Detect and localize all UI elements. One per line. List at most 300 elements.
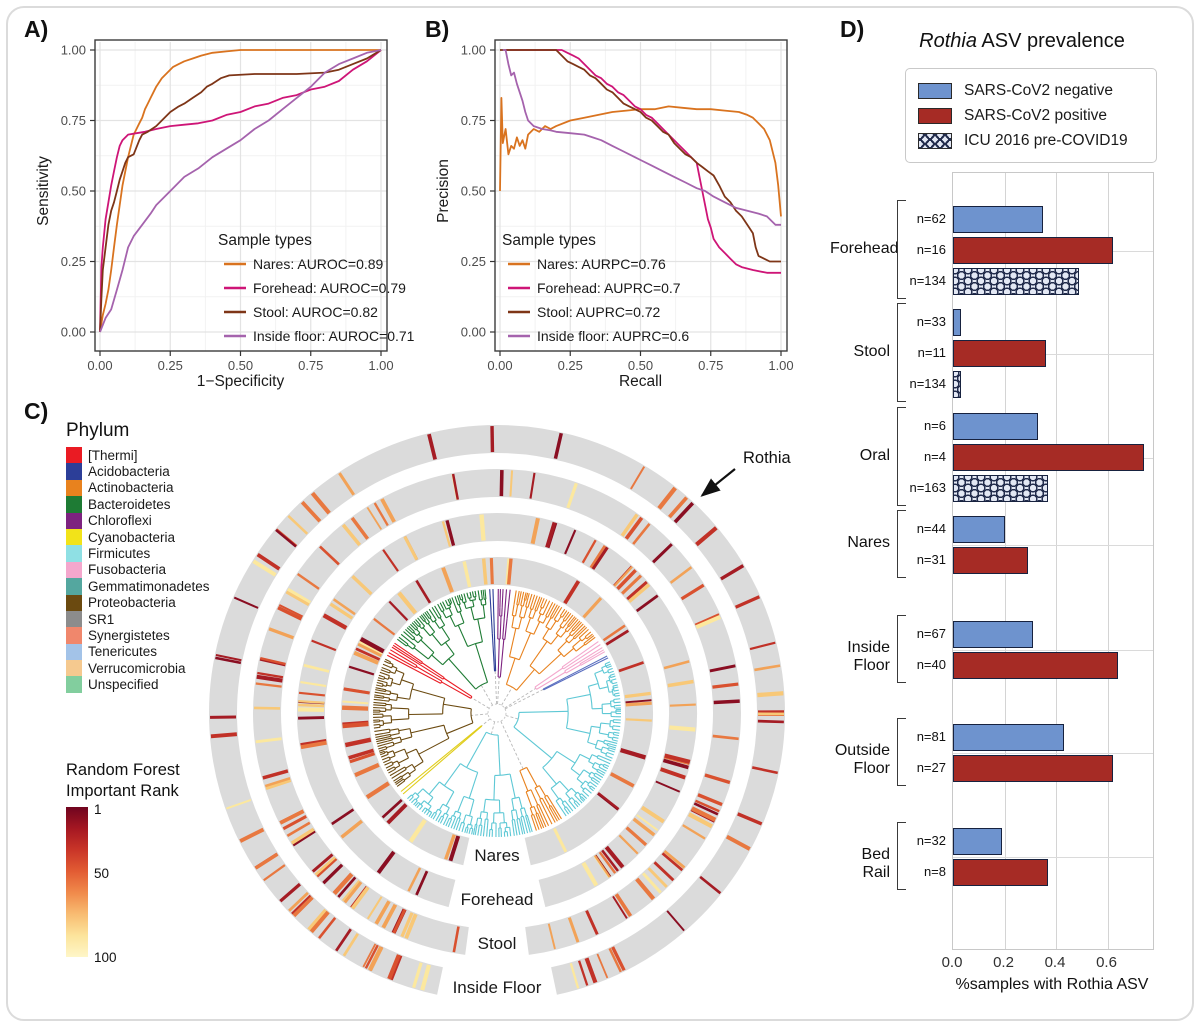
branch-radial — [566, 794, 571, 799]
y-tick-label: 0.00 — [460, 324, 486, 340]
leaf-branch — [596, 780, 600, 783]
branch-radial — [512, 820, 513, 827]
branch-radial — [473, 600, 474, 606]
branch-radial — [392, 767, 395, 768]
branch-radial — [530, 604, 531, 609]
branch-radial — [414, 639, 418, 643]
branch-radial — [551, 788, 559, 799]
branch-radial — [587, 637, 589, 639]
leaf-branch — [614, 735, 619, 736]
branch-radial — [560, 613, 562, 616]
branch-radial — [439, 811, 441, 815]
heatmap-ring-nares — [355, 571, 639, 852]
leaf-branch — [419, 806, 422, 810]
branch-radial — [421, 640, 434, 653]
branch-radial — [481, 600, 482, 605]
branch-radial — [548, 613, 550, 618]
n-label: n=163 — [909, 480, 946, 495]
branch-radial — [592, 778, 595, 780]
leaf-branch — [386, 766, 391, 769]
branch-arc — [604, 740, 605, 743]
phylum-name: Chloroflexi — [88, 513, 152, 529]
x-tick-label: 0.4 — [1044, 954, 1066, 971]
leaf-branch — [378, 744, 386, 746]
branch-radial — [386, 754, 388, 755]
n-label: n=40 — [916, 657, 946, 672]
branch-radial — [591, 772, 594, 774]
branch-radial — [390, 762, 392, 763]
leaf-branch — [608, 668, 613, 670]
phylum-color-swatch — [66, 562, 82, 578]
branch-radial — [425, 621, 428, 624]
branch-arc — [397, 694, 398, 700]
branch-radial — [543, 609, 546, 614]
branch-radial — [424, 619, 425, 620]
branch-radial — [519, 819, 521, 826]
branch-radial — [590, 782, 593, 784]
phylum-name: Proteobacteria — [88, 595, 176, 611]
leaf-branch — [532, 595, 535, 604]
branch-radial — [386, 690, 391, 691]
leaf-branch — [566, 810, 569, 814]
phylum-name: Firmicutes — [88, 546, 151, 562]
branch-radial — [383, 701, 389, 702]
leaf-branch — [374, 727, 379, 728]
branch-arc — [599, 723, 601, 733]
importance-tick — [714, 701, 740, 702]
branch-radial — [569, 638, 574, 643]
branch-arc — [444, 725, 449, 738]
x-tick-label: 1.00 — [768, 358, 794, 373]
branch-radial — [564, 808, 565, 810]
branch-radial — [454, 817, 455, 820]
branch-radial — [390, 756, 395, 758]
leaf-branch — [465, 828, 466, 833]
n-label: n=44 — [916, 521, 946, 536]
leaf-branch — [469, 829, 470, 834]
branch-radial — [388, 740, 393, 741]
branch-arc — [468, 824, 472, 825]
tree-root-hub — [488, 704, 506, 722]
branch-radial — [410, 637, 413, 639]
branch-radial — [558, 616, 562, 621]
phylum-name: Bacteroidetes — [88, 496, 171, 512]
leaf-branch — [611, 746, 616, 748]
leaf-branch — [459, 595, 461, 600]
importance-tick — [343, 724, 369, 726]
phylum-name: Gemmatimonadetes — [88, 578, 210, 594]
branch-radial — [475, 644, 487, 683]
leaf-branch — [588, 652, 605, 662]
branch-radial — [408, 660, 417, 665]
branch-radial — [519, 711, 568, 712]
clade-tenericutes — [505, 656, 608, 709]
branch-radial — [388, 751, 393, 753]
leaf-branch — [585, 793, 589, 796]
branch-radial — [604, 743, 608, 744]
leaf-branch — [518, 827, 520, 835]
branch-radial — [514, 820, 515, 827]
branch-radial — [516, 605, 518, 616]
leaf-branch — [374, 699, 384, 700]
leaf-branch — [456, 823, 459, 830]
branch-radial — [562, 615, 564, 618]
branch-radial — [391, 719, 408, 720]
y-tick-label: 1.00 — [460, 42, 486, 58]
y-tick-label: 1.00 — [60, 42, 86, 58]
branch-radial — [533, 605, 535, 610]
leaf-branch — [615, 695, 620, 696]
branch-radial — [385, 694, 390, 695]
branch-radial — [560, 620, 564, 626]
branch-radial — [416, 626, 418, 628]
branch-arc — [611, 701, 612, 707]
branch-radial — [383, 723, 391, 724]
branch-radial — [504, 813, 505, 823]
leaf-branch — [464, 593, 465, 598]
leaf-branch — [613, 740, 618, 741]
branch-radial — [541, 603, 543, 607]
bar-bed-rail-negative — [953, 828, 1002, 855]
leaf-branch — [378, 678, 383, 679]
branch-radial — [609, 732, 614, 733]
branch-radial — [608, 750, 610, 751]
group-bracket — [897, 510, 906, 578]
branch-radial — [428, 624, 435, 633]
leaf-branch — [572, 804, 576, 809]
branch-arc — [458, 611, 462, 612]
branch-radial — [429, 615, 431, 617]
branch-arc — [526, 790, 531, 792]
leaf-branch — [526, 593, 527, 598]
x-tick-label: 0.50 — [227, 358, 254, 373]
branch-radial — [576, 644, 585, 651]
branch-radial — [585, 643, 588, 645]
branch-radial — [520, 606, 523, 617]
branch-radial — [561, 631, 566, 637]
leaf-branch — [521, 826, 523, 834]
branch-radial — [572, 798, 575, 802]
leaf-branch — [431, 814, 434, 818]
phylum-name: SR1 — [88, 611, 115, 627]
category-gridline — [953, 857, 1153, 858]
bar-outside-floor-positive — [953, 755, 1113, 782]
branch-radial — [589, 776, 592, 778]
leaf-branch — [472, 591, 473, 596]
branch-radial — [444, 764, 460, 786]
leaf-branch — [615, 726, 620, 727]
bar-bed-rail-positive — [953, 859, 1048, 886]
leaf-branch — [467, 828, 468, 833]
branch-radial — [428, 806, 431, 810]
branch-radial — [459, 813, 461, 818]
branch-radial — [383, 732, 390, 733]
colorbar-body — [66, 802, 180, 966]
leaf-branch — [611, 679, 616, 680]
branch-radial — [386, 669, 390, 671]
leaf-branch — [436, 815, 439, 821]
branch-radial — [539, 608, 541, 614]
branch-radial — [519, 797, 522, 808]
importance-tick — [298, 701, 324, 703]
leaf-branch — [379, 675, 384, 677]
branch-radial — [566, 807, 567, 809]
branch-arc — [506, 685, 516, 691]
importance-tick — [626, 703, 652, 705]
branch-radial — [563, 617, 565, 619]
branch-radial — [459, 819, 460, 823]
bar-oral-positive — [953, 444, 1144, 471]
leaf-branch — [429, 812, 432, 816]
importance-colorbar — [66, 760, 180, 966]
ring-label-nares: Nares — [474, 846, 520, 865]
leaf-branch — [519, 591, 521, 600]
bar-stool-negative — [953, 309, 961, 336]
phylum-name: Verrucomicrobia — [88, 660, 186, 676]
legend-title: Sample types — [502, 232, 596, 249]
branch-radial — [546, 618, 551, 627]
leaf-branch — [600, 773, 604, 776]
branch-arc — [400, 737, 401, 742]
legend-swatch-positive — [918, 108, 952, 124]
branch-radial — [484, 799, 486, 812]
importance-tick — [501, 470, 502, 496]
branch-arc — [589, 755, 592, 762]
branch-arc — [443, 804, 449, 808]
branch-radial — [521, 599, 522, 605]
root-connector — [501, 721, 523, 769]
root-connector — [471, 698, 489, 709]
phylum-color-swatch — [66, 578, 82, 594]
leaf-branch — [472, 829, 473, 834]
leaf-branch — [438, 604, 441, 609]
bar-stool-positive — [953, 340, 1046, 367]
branch-arc — [468, 642, 483, 647]
branch-arc — [443, 698, 445, 714]
leaf-branch — [378, 747, 384, 749]
branch-radial — [514, 727, 552, 758]
branch-radial — [520, 809, 522, 817]
legend-entry-label: Nares: AUROC=0.89 — [253, 256, 384, 272]
n-label: n=31 — [916, 552, 946, 567]
branch-radial — [603, 747, 609, 749]
leaf-branch — [615, 730, 620, 731]
branch-radial — [422, 624, 424, 627]
group-bracket — [897, 615, 906, 683]
phylum-color-swatch — [66, 627, 82, 643]
rothia-arrow — [702, 469, 735, 495]
clade-chloroflexi — [498, 589, 511, 704]
branch-radial — [528, 601, 530, 608]
branch-radial — [445, 607, 446, 609]
leaf-branch — [376, 685, 381, 686]
branch-radial — [410, 642, 415, 646]
branch-radial — [390, 672, 395, 674]
phylum-name: Acidobacteria — [88, 464, 170, 480]
leaf-branch — [593, 784, 597, 787]
branch-radial — [556, 801, 559, 805]
branch-radial — [584, 770, 590, 774]
branch-arc — [610, 721, 611, 727]
leaf-branch — [435, 606, 438, 612]
group-bracket — [897, 303, 906, 402]
branch-radial — [565, 619, 567, 621]
branch-arc — [392, 665, 394, 668]
leaf-branch — [587, 632, 591, 635]
branch-radial — [599, 733, 608, 735]
leaf-branch — [374, 695, 381, 696]
branch-arc — [419, 802, 421, 803]
phylum-color-swatch — [66, 545, 82, 561]
leaf-branch — [487, 825, 488, 836]
clade-actinobacteria — [501, 721, 562, 830]
branch-radial — [441, 816, 442, 818]
branch-arc — [611, 680, 612, 683]
branch-radial — [543, 617, 546, 624]
branch-arc — [588, 686, 592, 709]
branch-radial — [519, 600, 520, 605]
branch-radial — [602, 666, 606, 668]
leaf-branch — [606, 664, 611, 666]
leaf-branch — [502, 589, 503, 608]
circular-tree-plot — [177, 395, 823, 1027]
bar-forehead-positive — [953, 237, 1113, 264]
branch-radial — [512, 799, 514, 810]
branch-arc — [466, 815, 473, 817]
branch-radial — [602, 704, 611, 705]
importance-tick — [491, 558, 492, 584]
branch-radial — [524, 808, 526, 816]
branch-radial — [392, 666, 397, 668]
branch-radial — [478, 619, 483, 642]
branch-radial — [412, 629, 414, 631]
branch-radial — [481, 819, 482, 826]
leaf-branch — [380, 751, 385, 753]
leaf-branch — [609, 753, 614, 755]
branch-radial — [539, 786, 545, 797]
leaf-branch — [518, 591, 520, 600]
legend-swatch-negative — [918, 83, 952, 99]
importance-tick — [626, 719, 652, 720]
phylum-color-swatch — [66, 480, 82, 496]
branch-radial — [443, 704, 471, 709]
ring-label-stool: Stool — [477, 934, 517, 953]
branch-radial — [423, 620, 424, 621]
legend-label-negative: SARS-CoV2 negative — [964, 81, 1114, 99]
branch-radial — [459, 602, 460, 605]
branch-radial — [421, 665, 444, 679]
branch-radial — [393, 761, 398, 763]
branch-radial — [485, 599, 486, 604]
branch-arc — [470, 600, 475, 601]
branch-radial — [566, 728, 590, 733]
leaf-branch — [603, 766, 607, 768]
leaf-branch — [373, 705, 382, 706]
legend-row-negative — [918, 78, 1144, 103]
root-connector — [481, 685, 492, 705]
branch-arc — [474, 618, 485, 620]
leaf-branch — [481, 829, 482, 836]
group-bracket — [897, 407, 906, 506]
branch-arc — [495, 774, 510, 775]
branch-radial — [556, 627, 561, 634]
branch-arc — [482, 605, 486, 606]
branch-radial — [535, 668, 563, 687]
x-tick-label: 0.50 — [627, 358, 654, 373]
branch-radial — [569, 800, 572, 804]
leaf-branch — [614, 693, 619, 694]
branch-radial — [384, 747, 386, 748]
branch-radial — [604, 672, 608, 674]
branch-radial — [573, 640, 581, 647]
branch-radial — [381, 689, 386, 690]
leaf-branch — [461, 594, 462, 599]
branch-radial — [443, 608, 444, 610]
n-label: n=6 — [923, 418, 946, 433]
branch-radial — [535, 788, 541, 799]
branch-radial — [438, 612, 441, 617]
branch-radial — [510, 774, 515, 798]
branch-arc — [608, 732, 609, 737]
branch-radial — [393, 769, 396, 770]
branch-radial — [476, 825, 477, 829]
x-tick-label: 0.6 — [1096, 954, 1117, 971]
x-tick-label: 0.00 — [487, 358, 513, 373]
branch-radial — [397, 697, 410, 699]
leaf-branch — [607, 666, 612, 668]
branch-radial — [417, 629, 420, 632]
bar-chart-x-axis-title: %samples with Rothia ASV — [955, 976, 1149, 993]
branch-radial — [427, 619, 430, 622]
leaf-branch — [375, 690, 381, 691]
branch-radial — [463, 823, 464, 827]
bar-forehead-negative — [953, 206, 1043, 233]
branch-radial — [560, 781, 569, 791]
branch-radial — [404, 641, 408, 644]
branch-radial — [421, 801, 424, 805]
leaf-branch — [451, 820, 454, 828]
branch-radial — [459, 605, 461, 612]
leaf-branch — [533, 821, 536, 830]
branch-radial — [428, 797, 433, 803]
x-tick-label: 1.00 — [368, 358, 394, 373]
branch-arc — [529, 617, 533, 618]
group-bracket — [897, 718, 906, 786]
leaf-branch — [554, 811, 559, 820]
leaf-branch — [596, 777, 601, 780]
leaf-branch — [448, 822, 450, 827]
branch-radial — [390, 693, 397, 694]
importance-tick — [482, 515, 484, 541]
x-tick-label: 0.25 — [557, 358, 583, 373]
branch-radial — [460, 822, 461, 826]
branch-arc — [588, 726, 592, 742]
leaf-branch — [613, 737, 618, 738]
y-tick-label: 0.25 — [60, 254, 86, 269]
branch-radial — [519, 617, 522, 629]
branch-radial — [487, 813, 488, 820]
branch-radial — [430, 618, 433, 622]
ring-label-inside-floor: Inside Floor — [452, 978, 542, 997]
importance-tick — [509, 559, 511, 585]
branch-radial — [387, 757, 389, 758]
branch-radial — [450, 616, 455, 627]
leaf-branch — [470, 592, 471, 597]
leaf-branch — [613, 685, 618, 686]
branch-radial — [409, 714, 443, 715]
branch-radial — [595, 773, 597, 774]
phylum-name: Actinobacteria — [88, 480, 174, 496]
